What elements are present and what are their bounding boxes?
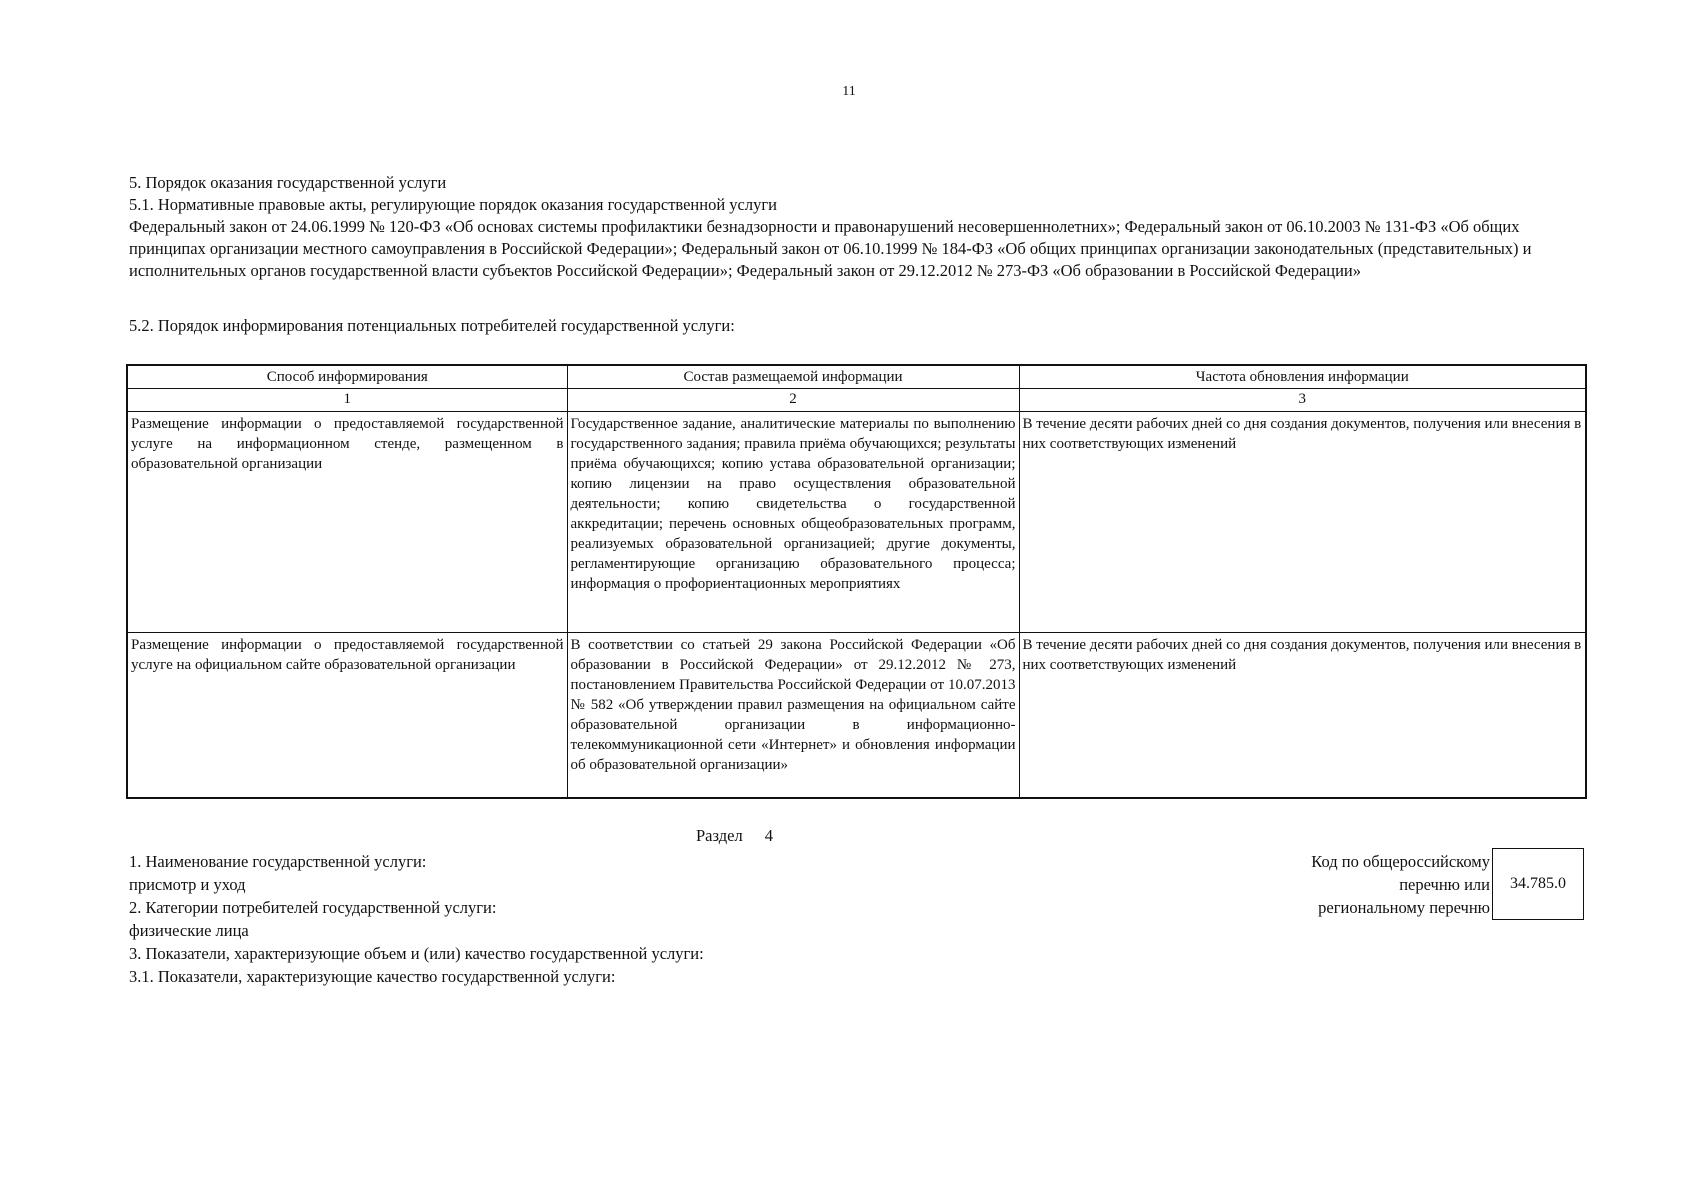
- column-number: 3: [1019, 389, 1586, 412]
- section-4-title: [696, 826, 773, 846]
- legal-acts-text: Федеральный закон от 24.06.1999 № 120-ФЗ «Об основах системы профилактики безнадзорности и правонарушений несовершеннолетних»; Федеральный закон от 06.10.2003 № 131-ФЗ «Об общих принципах организации местного самоуправления в Российской Федерации»; Федеральный закон от 06.10.1999 № 184-ФЗ «Об общих принципах организации законодательных (представительных) и исполнительных органов государственной власти субъектов Российской Федерации»; Федеральный закон от 29.12.2012 № 273-ФЗ «Об образовании в Российской Федерации»: [129, 217, 1532, 280]
- page-number: 11: [842, 84, 856, 99]
- section-title-number: 4: [764, 826, 773, 845]
- table-row: [127, 633, 1586, 799]
- indicators-heading: 3. Показатели, характеризующие объем и (или) качество государственной услуги:: [129, 944, 704, 963]
- code-label-line: Код по общероссийскому: [1311, 852, 1490, 871]
- code-label-line: перечню или: [1399, 875, 1490, 894]
- cell-method: Размещение информации о предоставляемой государственной услуге на информационном стенде, размещенном в образовательной организации: [127, 412, 567, 633]
- registry-code-box: 34.785.0: [1492, 848, 1584, 920]
- consumer-category-label: 2. Категории потребителей государственной услуги:: [129, 898, 497, 917]
- column-number: 2: [567, 389, 1019, 412]
- table-row: [127, 412, 1586, 633]
- cell-frequency: В течение десяти рабочих дней со дня создания документов, получения или внесения в них соответствующих изменений: [1019, 633, 1586, 799]
- quality-indicators-heading: 3.1. Показатели, характеризующие качество государственной услуги:: [129, 967, 616, 986]
- table-header-row: [127, 365, 1586, 389]
- cell-method: Размещение информации о предоставляемой государственной услуге на официальном сайте образовательной организации: [127, 633, 567, 799]
- service-name-label: 1. Наименование государственной услуги:: [129, 852, 427, 871]
- header-content: Состав размещаемой информации: [567, 365, 1019, 389]
- code-label-line: региональному перечню: [1318, 898, 1490, 917]
- cell-content: В соответствии со статьей 29 закона Российской Федерации «Об образовании в Российской Федерации» от 29.12.2012 № 273, постановлением Правительства Российской Федерации от 10.07.2013 № 582 «Об утверждении правил размещения на официальном сайте образовательной организации в информационно-телекоммуникационной сети «Интернет» и обновления информации об образовательной организации»: [567, 633, 1019, 799]
- column-number: 1: [127, 389, 567, 412]
- consumer-category-value: физические лица: [129, 921, 249, 940]
- table-number-row: [127, 389, 1586, 412]
- information-table: [126, 364, 1587, 799]
- registry-code-label: [1250, 850, 1490, 919]
- section-5: [129, 172, 1569, 337]
- section-5-heading: 5. Порядок оказания государственной услуги: [129, 173, 447, 192]
- section-4-body: [129, 850, 1029, 988]
- section-5-1-heading: 5.1. Нормативные правовые акты, регулирующие порядок оказания государственной услуги: [129, 195, 777, 214]
- header-method: Способ информирования: [127, 365, 567, 389]
- section-5-2-heading: 5.2. Порядок информирования потенциальных потребителей государственной услуги:: [129, 316, 735, 335]
- cell-frequency: В течение десяти рабочих дней со дня создания документов, получения или внесения в них соответствующих изменений: [1019, 412, 1586, 633]
- service-name-value: присмотр и уход: [129, 875, 246, 894]
- section-title-word: Раздел: [696, 826, 743, 845]
- cell-content: Государственное задание, аналитические материалы по выполнению государственного задания; правила приёма обучающихся; результаты приёма обучающихся; копию устава образовательной организации; копию лицензии на право осуществления образовательной деятельности; копию свидетельства о государственной аккредитации; перечень основных общеобразовательных программ, реализуемых образовательной организацией; другие документы, регламентирующие организацию образовательного процесса; информация о профориентационных мероприятиях: [567, 412, 1019, 633]
- header-frequency: Частота обновления информации: [1019, 365, 1586, 389]
